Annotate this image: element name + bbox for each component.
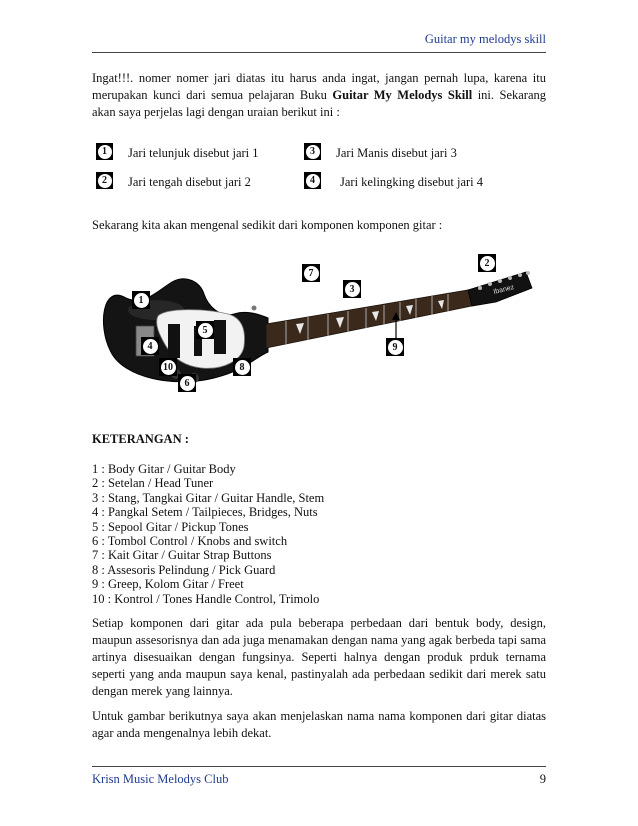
callout-3: 3 [343,280,361,298]
book-title: Guitar My Melodys Skill [332,88,473,102]
callout-8: 8 [233,358,251,376]
callout-7: 7 [302,264,320,282]
finger-number: 1 [98,145,112,159]
finger-label: Jari Manis disebut jari 3 [336,146,457,160]
finger-number: 2 [98,174,112,188]
finger-number-badge [304,172,321,189]
list-item: 4 : Pangkal Setem / Tailpieces, Bridges, Nuts [92,505,318,520]
finger-number-badge [304,143,321,160]
list-item: 5 : Sepool Gitar / Pickup Tones [92,519,249,534]
intro-paragraph [92,70,546,121]
list-item: 3 : Stang, Tangkai Gitar / Guitar Handle, Stem [92,490,325,505]
finger-number-badge [96,172,113,189]
intro-text-after: ini. Sekarang akan saya perjelas lagi dengan uraian berikut ini : [92,88,546,119]
keterangan-title: KETERANGAN : [92,432,189,446]
callout-9: 9 [386,338,404,356]
callout-6: 6 [178,374,196,392]
paragraph-differences: Setiap komponen dari gitar ada pula beberapa perbedaan dari bentuk body, design, maupun assesorisnya dan ada juga menamakan dengan nama yang agak berbeda tapi sama artinya disesuaikan dengan fungsinya. Seperti halnya dengan produk prduk ternama seperti yang anda maupun saya kenal, pastinyalah ada perbedaan sedikit dari merek satu dengan merek yang lainnya. [92,616,546,698]
running-header: Guitar my melodys skill [424,32,546,46]
header-rule [92,52,546,53]
callout-5: 5 [196,321,214,339]
callout-1: 1 [132,291,150,309]
list-item: 8 : Assesoris Pelindung / Pick Guard [92,562,276,577]
finger-label: Jari telunjuk disebut jari 1 [128,146,259,160]
callout-2: 2 [478,254,496,272]
list-item: 7 : Kait Gitar / Guitar Strap Buttons [92,548,272,563]
list-item: 10 : Kontrol / Tones Handle Control, Trimolo [92,591,320,606]
page-number: 9 [539,772,546,786]
paragraph-next: Untuk gambar berikutnya saya akan menjelaskan nama nama komponen dari gitar diatas agar anda mengenalnya lebih dekat. [92,709,546,740]
finger-label: Jari kelingking disebut jari 4 [340,175,484,189]
finger-label: Jari tengah disebut jari 2 [128,175,251,189]
callout-10: 10 [159,358,177,376]
list-item: 1 : Body Gitar / Guitar Body [92,462,236,476]
finger-number: 3 [306,145,320,159]
list-item: 2 : Setelan / Head Tuner [92,476,214,491]
finger-number-badge [96,143,113,160]
list-item: 9 : Greep, Kolom Gitar / Freet [92,577,244,592]
footer-rule [92,766,546,767]
keterangan-list [92,462,324,606]
callout-4: 4 [141,337,159,355]
components-intro: Sekarang kita akan mengenal sedikit dari komponen komponen gitar : [92,218,443,232]
list-item: 6 : Tombol Control / Knobs and switch [92,534,288,549]
footer-club-name: Krisn Music Melodys Club [92,772,229,786]
intro-text-before: Ingat!!!. nomer nomer jari diatas itu harus anda ingat, jangan pernah lupa, karena itu merupakan kunci dari semua pelajaran Buku [92,71,546,102]
brand-logo: Ibanez [492,284,515,296]
finger-number: 4 [306,174,320,188]
guitar-illustration [96,248,536,396]
